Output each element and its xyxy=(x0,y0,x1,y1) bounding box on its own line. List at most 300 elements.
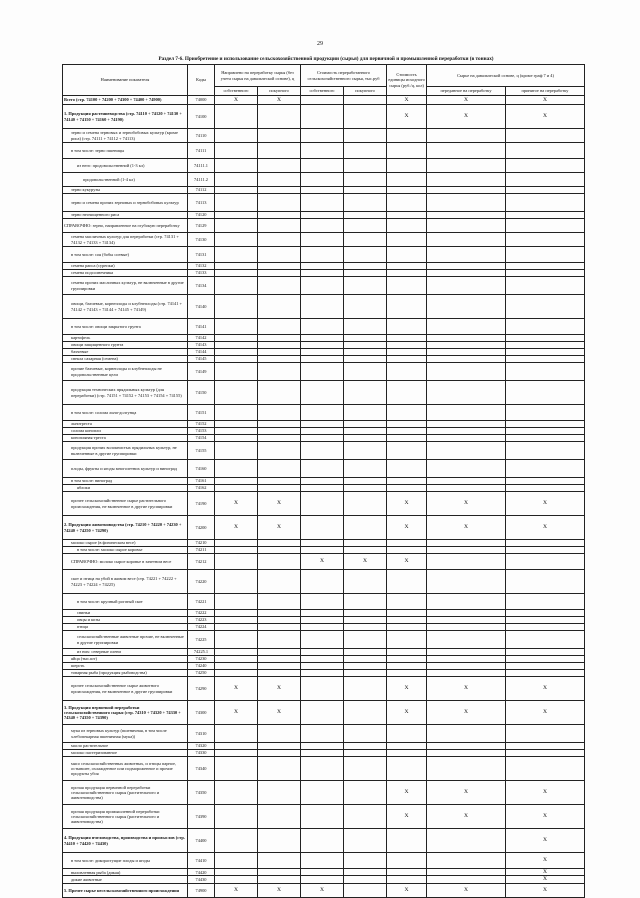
data-entry-cell xyxy=(427,363,506,381)
data-entry-cell xyxy=(427,554,506,570)
data-entry-cell xyxy=(301,270,344,277)
data-entry-cell xyxy=(258,219,301,233)
table-row xyxy=(63,781,585,805)
data-entry-cell xyxy=(258,349,301,356)
data-entry-cell xyxy=(344,349,387,356)
data-entry-cell xyxy=(506,428,585,435)
data-entry-cell xyxy=(301,342,344,349)
data-entry-cell xyxy=(344,883,387,897)
cell-not-applicable-mark: X xyxy=(387,781,427,805)
row-code: 74151 xyxy=(188,405,215,421)
data-entry-cell xyxy=(387,631,427,649)
table-row xyxy=(63,610,585,617)
data-entry-cell xyxy=(506,743,585,750)
data-entry-cell xyxy=(258,187,301,194)
data-entry-cell xyxy=(215,442,258,460)
row-code: 74212 xyxy=(188,554,215,570)
data-entry-cell xyxy=(427,624,506,631)
data-entry-cell xyxy=(258,277,301,295)
data-entry-cell xyxy=(427,233,506,247)
row-code: 74000 xyxy=(188,96,215,105)
row-indicator-name: продукция технических прядильных культур (для переработки) (стр. 74151 + 74152 + 74153 + 74154 + 74155) xyxy=(63,381,188,405)
data-entry-cell xyxy=(258,876,301,883)
table-row xyxy=(63,624,585,631)
table-row xyxy=(63,319,585,335)
data-entry-cell xyxy=(215,610,258,617)
cell-not-applicable-mark: X xyxy=(387,883,427,897)
table-row xyxy=(63,492,585,516)
table-row xyxy=(63,342,585,349)
table-row xyxy=(63,460,585,478)
data-table xyxy=(62,64,585,898)
table-row xyxy=(63,96,585,105)
cell-not-applicable-mark: X xyxy=(387,492,427,516)
data-entry-cell xyxy=(427,670,506,677)
table-row xyxy=(63,363,585,381)
data-entry-cell xyxy=(301,405,344,421)
data-entry-cell xyxy=(258,663,301,670)
row-code: 74410 xyxy=(188,853,215,869)
data-entry-cell xyxy=(344,342,387,349)
data-entry-cell xyxy=(344,405,387,421)
data-entry-cell xyxy=(344,363,387,381)
data-entry-cell xyxy=(258,335,301,342)
data-entry-cell xyxy=(258,624,301,631)
data-entry-cell xyxy=(215,349,258,356)
row-code: 74113 xyxy=(188,194,215,212)
data-entry-cell xyxy=(215,363,258,381)
data-entry-cell xyxy=(258,547,301,554)
data-entry-cell xyxy=(427,342,506,349)
table-row xyxy=(63,219,585,233)
data-entry-cell xyxy=(344,570,387,594)
data-entry-cell xyxy=(301,356,344,363)
row-code: 74111.1 xyxy=(188,159,215,173)
data-entry-cell xyxy=(344,701,387,725)
data-entry-cell xyxy=(215,105,258,129)
table-row xyxy=(63,194,585,212)
data-entry-cell xyxy=(387,173,427,187)
row-code: 74340 xyxy=(188,757,215,781)
row-indicator-name: льнотреста xyxy=(63,421,188,428)
data-entry-cell xyxy=(387,247,427,263)
table-row xyxy=(63,405,585,421)
row-code: 74420 xyxy=(188,869,215,876)
data-entry-cell xyxy=(258,421,301,428)
row-code: 74133 xyxy=(188,270,215,277)
data-entry-cell xyxy=(301,363,344,381)
data-entry-cell xyxy=(506,143,585,159)
header-bought-2: покупного xyxy=(344,87,387,96)
cell-not-applicable-mark: X xyxy=(427,677,506,701)
row-indicator-name: в том числе: овощи закрытого грунта xyxy=(63,319,188,335)
table-row xyxy=(63,335,585,342)
data-entry-cell xyxy=(506,363,585,381)
data-entry-cell xyxy=(301,631,344,649)
data-entry-cell xyxy=(301,547,344,554)
data-entry-cell xyxy=(387,219,427,233)
data-entry-cell xyxy=(301,610,344,617)
cell-not-applicable-mark: X xyxy=(427,883,506,897)
data-entry-cell xyxy=(387,617,427,624)
data-entry-cell xyxy=(506,270,585,277)
data-entry-cell xyxy=(506,547,585,554)
data-entry-cell xyxy=(506,219,585,233)
table-row xyxy=(63,649,585,656)
data-entry-cell xyxy=(427,757,506,781)
cell-not-applicable-mark: X xyxy=(387,96,427,105)
row-indicator-name: выловленная рыба (дикая) xyxy=(63,869,188,876)
data-entry-cell xyxy=(506,194,585,212)
data-entry-cell xyxy=(258,295,301,319)
data-entry-cell xyxy=(506,663,585,670)
data-entry-cell xyxy=(344,492,387,516)
cell-not-applicable-mark: X xyxy=(258,96,301,105)
data-entry-cell xyxy=(506,233,585,247)
table-row xyxy=(63,677,585,701)
table-row xyxy=(63,421,585,428)
data-entry-cell xyxy=(427,270,506,277)
data-entry-cell xyxy=(427,159,506,173)
data-entry-cell xyxy=(344,381,387,405)
cell-not-applicable-mark: X xyxy=(387,701,427,725)
table-row xyxy=(63,356,585,363)
row-indicator-name: в том числе: солома льна-долгунца xyxy=(63,405,188,421)
table-row xyxy=(63,757,585,781)
data-entry-cell xyxy=(344,435,387,442)
data-entry-cell xyxy=(387,663,427,670)
table-row xyxy=(63,670,585,677)
page-number: 29 xyxy=(317,41,323,47)
data-entry-cell xyxy=(215,143,258,159)
data-entry-cell xyxy=(387,570,427,594)
data-entry-cell xyxy=(215,649,258,656)
cell-not-applicable-mark: X xyxy=(506,883,585,897)
row-indicator-name: сельскохозяйственные животные прочие, не включенные в другие группировки xyxy=(63,631,188,649)
data-entry-cell xyxy=(344,853,387,869)
cell-not-applicable-mark: X xyxy=(427,701,506,725)
data-entry-cell xyxy=(427,194,506,212)
data-entry-cell xyxy=(427,277,506,295)
data-entry-cell xyxy=(344,129,387,143)
data-entry-cell xyxy=(427,485,506,492)
row-code: 74240 xyxy=(188,663,215,670)
data-entry-cell xyxy=(387,187,427,194)
row-indicator-name: 4. Продукция пчеловодства, производства и промыслов (стр. 74410 + 74420 + 74430) xyxy=(63,829,188,853)
table-row xyxy=(63,159,585,173)
row-code: 74224 xyxy=(188,624,215,631)
data-entry-cell xyxy=(215,270,258,277)
header-group-cost: Стоимость переработанного сельскохозяйственного сырья, тыс.руб xyxy=(301,65,387,87)
table-row xyxy=(63,701,585,725)
table-row xyxy=(63,129,585,143)
data-entry-cell xyxy=(506,421,585,428)
cell-not-applicable-mark: X xyxy=(506,781,585,805)
row-code: 74390 xyxy=(188,805,215,829)
data-entry-cell xyxy=(506,173,585,187)
data-entry-cell xyxy=(506,460,585,478)
data-entry-cell xyxy=(215,194,258,212)
data-entry-cell xyxy=(427,356,506,363)
row-indicator-name: в том числе: виноград xyxy=(63,478,188,485)
data-entry-cell xyxy=(427,212,506,219)
data-entry-cell xyxy=(344,277,387,295)
data-entry-cell xyxy=(387,743,427,750)
data-entry-cell xyxy=(506,212,585,219)
row-indicator-name: солома конопли xyxy=(63,428,188,435)
data-entry-cell xyxy=(301,624,344,631)
row-code: 74120 xyxy=(188,212,215,219)
data-entry-cell xyxy=(427,656,506,663)
data-entry-cell xyxy=(301,277,344,295)
data-entry-cell xyxy=(387,853,427,869)
data-entry-cell xyxy=(506,725,585,743)
data-entry-cell xyxy=(427,750,506,757)
data-entry-cell xyxy=(258,656,301,663)
row-indicator-name: зерно неочищенного риса xyxy=(63,212,188,219)
row-indicator-name: прочая продукция первичной переработки сельскохозяйственного сырья (растительного и животноводства) xyxy=(63,781,188,805)
row-code: 74145 xyxy=(188,356,215,363)
row-code: 74250 xyxy=(188,670,215,677)
data-entry-cell xyxy=(344,219,387,233)
row-code: 74330 xyxy=(188,750,215,757)
data-entry-cell xyxy=(301,319,344,335)
row-code: 74149 xyxy=(188,363,215,381)
data-entry-cell xyxy=(427,381,506,405)
data-entry-cell xyxy=(506,129,585,143)
data-entry-cell xyxy=(258,649,301,656)
row-code: 74142 xyxy=(188,335,215,342)
row-code: 74290 xyxy=(188,677,215,701)
row-code: 74430 xyxy=(188,876,215,883)
data-entry-cell xyxy=(258,853,301,869)
data-entry-cell xyxy=(506,649,585,656)
data-entry-cell xyxy=(258,570,301,594)
data-entry-cell xyxy=(301,143,344,159)
table-row xyxy=(63,547,585,554)
row-code: 74155 xyxy=(188,442,215,460)
data-entry-cell xyxy=(301,159,344,173)
cell-not-applicable-mark: X xyxy=(427,96,506,105)
data-entry-cell xyxy=(301,757,344,781)
cell-not-applicable-mark: X xyxy=(427,516,506,540)
row-code: 74111 xyxy=(188,143,215,159)
row-code: 74161 xyxy=(188,478,215,485)
header-own-2: собственного xyxy=(301,87,344,96)
data-entry-cell xyxy=(301,805,344,829)
data-entry-cell xyxy=(344,270,387,277)
data-entry-cell xyxy=(344,295,387,319)
row-indicator-name: свиньи xyxy=(63,610,188,617)
data-entry-cell xyxy=(387,421,427,428)
data-entry-cell xyxy=(506,295,585,319)
cell-not-applicable-mark: X xyxy=(427,105,506,129)
data-entry-cell xyxy=(427,594,506,610)
data-entry-cell xyxy=(215,460,258,478)
data-entry-cell xyxy=(215,187,258,194)
table-row xyxy=(63,516,585,540)
data-entry-cell xyxy=(344,442,387,460)
table-body xyxy=(63,96,585,898)
data-entry-cell xyxy=(344,96,387,105)
data-entry-cell xyxy=(258,105,301,129)
data-entry-cell xyxy=(427,617,506,624)
data-entry-cell xyxy=(301,335,344,342)
row-indicator-name: молоко сырое (в физическом весе) xyxy=(63,540,188,547)
table-row xyxy=(63,263,585,270)
data-entry-cell xyxy=(215,743,258,750)
data-entry-cell xyxy=(258,460,301,478)
data-entry-cell xyxy=(427,829,506,853)
data-entry-cell xyxy=(387,540,427,547)
row-code: 74211 xyxy=(188,547,215,554)
data-entry-cell xyxy=(215,129,258,143)
data-entry-cell xyxy=(506,247,585,263)
data-entry-cell xyxy=(301,853,344,869)
data-entry-cell xyxy=(387,335,427,342)
row-code: 74300 xyxy=(188,701,215,725)
cell-not-applicable-mark: X xyxy=(506,492,585,516)
table-row xyxy=(63,663,585,670)
row-indicator-name: мясо сельскохозяйственных животных, и птицы парное, остывшее, охлажденное или подмороженное и прочие продукты убоя xyxy=(63,757,188,781)
data-entry-cell xyxy=(506,381,585,405)
data-entry-cell xyxy=(387,342,427,349)
data-entry-cell xyxy=(427,663,506,670)
data-entry-cell xyxy=(387,624,427,631)
data-entry-cell xyxy=(427,442,506,460)
row-indicator-name: из них: северные олени xyxy=(63,649,188,656)
data-entry-cell xyxy=(387,356,427,363)
header-code: Коды xyxy=(188,65,215,96)
table-row xyxy=(63,105,585,129)
data-entry-cell xyxy=(215,435,258,442)
data-entry-cell xyxy=(387,442,427,460)
cell-not-applicable-mark: X xyxy=(301,554,344,570)
table-row xyxy=(63,869,585,876)
data-entry-cell xyxy=(301,233,344,247)
row-code: 74225 xyxy=(188,631,215,649)
header-name: Наименование показателя xyxy=(63,65,188,96)
data-entry-cell xyxy=(344,649,387,656)
row-indicator-name: свекла сахарная (семена) xyxy=(63,356,188,363)
row-indicator-name: молоко пастеризованное xyxy=(63,750,188,757)
data-entry-cell xyxy=(506,610,585,617)
cell-not-applicable-mark: X xyxy=(506,677,585,701)
data-entry-cell xyxy=(427,631,506,649)
data-entry-cell xyxy=(387,129,427,143)
data-entry-cell xyxy=(258,194,301,212)
data-entry-cell xyxy=(258,428,301,435)
data-entry-cell xyxy=(301,219,344,233)
data-entry-cell xyxy=(344,460,387,478)
data-entry-cell xyxy=(215,663,258,670)
data-entry-cell xyxy=(387,610,427,617)
data-entry-cell xyxy=(387,547,427,554)
table-row xyxy=(63,725,585,743)
row-indicator-name: шерсть xyxy=(63,663,188,670)
table-row xyxy=(63,540,585,547)
data-entry-cell xyxy=(215,869,258,876)
data-entry-cell xyxy=(387,869,427,876)
data-entry-cell xyxy=(506,187,585,194)
data-entry-cell xyxy=(427,173,506,187)
data-entry-cell xyxy=(301,750,344,757)
header-bought: покупного xyxy=(258,87,301,96)
table-row xyxy=(63,233,585,247)
table-row xyxy=(63,442,585,460)
cell-not-applicable-mark: X xyxy=(344,554,387,570)
table-row xyxy=(63,554,585,570)
header-given: переданное на переработку xyxy=(427,87,506,96)
data-entry-cell xyxy=(427,869,506,876)
table-row xyxy=(63,485,585,492)
data-entry-cell xyxy=(258,342,301,349)
data-entry-cell xyxy=(301,96,344,105)
data-entry-cell xyxy=(387,478,427,485)
row-code: 74225.1 xyxy=(188,649,215,656)
data-entry-cell xyxy=(427,219,506,233)
row-indicator-name: прочая продукция промышленной переработки сельскохозяйственного сырья (растительного и животноводства) xyxy=(63,805,188,829)
cell-not-applicable-mark: X xyxy=(258,883,301,897)
cell-not-applicable-mark: X xyxy=(506,701,585,725)
data-entry-cell xyxy=(427,610,506,617)
data-entry-cell xyxy=(427,295,506,319)
data-entry-cell xyxy=(427,435,506,442)
data-entry-cell xyxy=(387,829,427,853)
data-entry-cell xyxy=(344,869,387,876)
data-entry-cell xyxy=(301,781,344,805)
row-indicator-name: 2. Продукция животноводства (стр. 74210 + 74220 + 74230 + 74240 + 74250 + 74290) xyxy=(63,516,188,540)
data-entry-cell xyxy=(301,492,344,516)
data-entry-cell xyxy=(215,781,258,805)
data-entry-cell xyxy=(258,405,301,421)
data-entry-cell xyxy=(301,349,344,356)
row-indicator-name: Всего (стр. 74100 + 74200 + 74300 + 74400 + 74900) xyxy=(63,96,188,105)
data-entry-cell xyxy=(387,649,427,656)
data-entry-cell xyxy=(427,547,506,554)
data-entry-cell xyxy=(344,233,387,247)
row-indicator-name: прочее сельскохозяйственное сырье животного происхождения, не включенное в другие группировки xyxy=(63,677,188,701)
data-entry-cell xyxy=(301,421,344,428)
data-entry-cell xyxy=(301,570,344,594)
row-code: 74132 xyxy=(188,263,215,270)
table-row xyxy=(63,656,585,663)
data-entry-cell xyxy=(344,540,387,547)
row-code: 74150 xyxy=(188,381,215,405)
data-entry-cell xyxy=(258,381,301,405)
data-entry-cell xyxy=(301,869,344,876)
data-entry-cell xyxy=(258,829,301,853)
data-entry-cell xyxy=(344,187,387,194)
data-entry-cell xyxy=(387,725,427,743)
data-entry-cell xyxy=(344,478,387,485)
table-row xyxy=(63,277,585,295)
row-code: 74141 xyxy=(188,319,215,335)
data-entry-cell xyxy=(344,624,387,631)
table-row xyxy=(63,270,585,277)
row-indicator-name: 1. Продукция растениеводства (стр. 74110 + 74120 + 74130 + 74140 + 74150 + 74160 + 74190) xyxy=(63,105,188,129)
row-code: 74131 xyxy=(188,247,215,263)
data-entry-cell xyxy=(344,677,387,701)
data-entry-cell xyxy=(506,631,585,649)
data-entry-cell xyxy=(344,617,387,624)
section-title: Раздел 7-6. Приобретение и использование сельскохозяйственной продукции (сырья) для первичной и промышленной переработки (в тоннах) xyxy=(158,56,494,62)
data-entry-cell xyxy=(344,143,387,159)
data-entry-cell xyxy=(387,594,427,610)
cell-not-applicable-mark: X xyxy=(215,96,258,105)
data-entry-cell xyxy=(344,319,387,335)
data-entry-cell xyxy=(506,356,585,363)
